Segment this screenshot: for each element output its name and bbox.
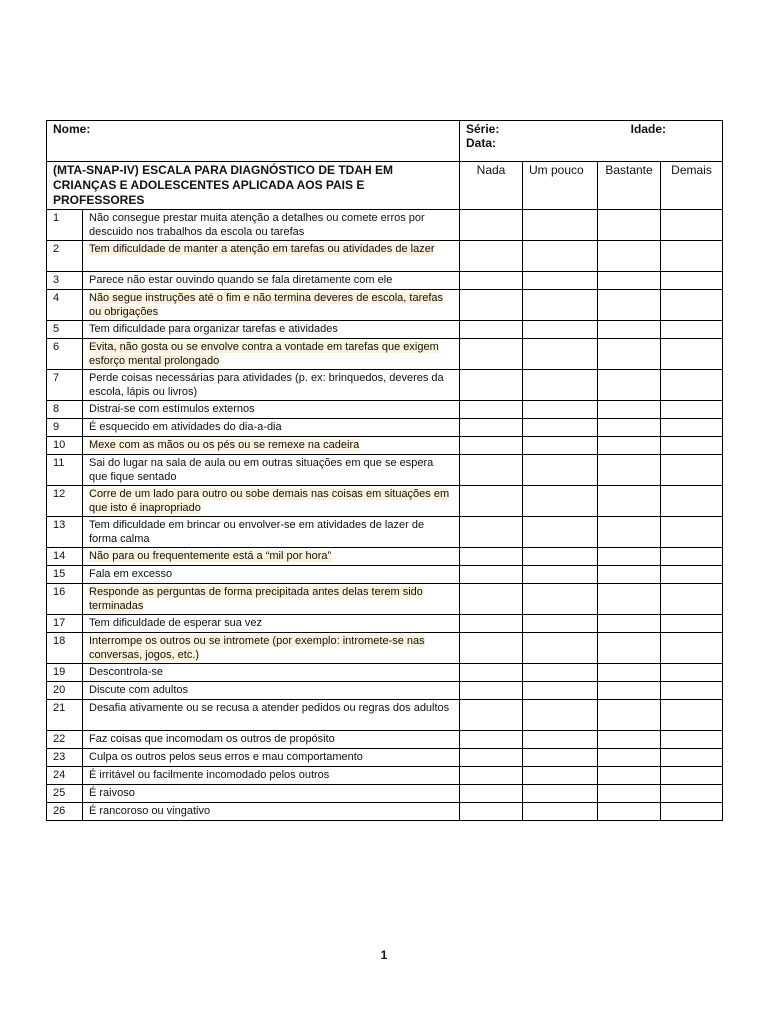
- item-text: Faz coisas que incomodam os outros de propósito: [89, 733, 335, 745]
- answer-cell-bastante[interactable]: [598, 210, 661, 241]
- table-row: [47, 272, 723, 290]
- item-text-cell: [83, 370, 460, 401]
- header-row-identification: [47, 121, 723, 162]
- answer-cell-demais[interactable]: [661, 486, 723, 517]
- answer-cell-um-pouco[interactable]: [523, 767, 598, 785]
- answer-cell-um-pouco[interactable]: [523, 664, 598, 682]
- item-number: 18: [47, 633, 83, 664]
- answer-cell-bastante[interactable]: [598, 321, 661, 339]
- answer-cell-nada[interactable]: [460, 290, 523, 321]
- answer-cell-bastante[interactable]: [598, 241, 661, 272]
- item-number: 12: [47, 486, 83, 517]
- answer-cell-nada[interactable]: [460, 210, 523, 241]
- item-text: É rancoroso ou vingativo: [89, 805, 211, 817]
- item-text: Tem dificuldade em brincar ou envolver-se em atividades de lazer de forma calma: [89, 519, 425, 545]
- answer-cell-demais[interactable]: [661, 517, 723, 548]
- answer-cell-um-pouco[interactable]: [523, 401, 598, 419]
- answer-cell-demais[interactable]: [661, 210, 723, 241]
- table-row: [47, 401, 723, 419]
- table-row: [47, 241, 723, 272]
- table-row: [47, 517, 723, 548]
- item-number: 4: [47, 290, 83, 321]
- answer-cell-nada[interactable]: [460, 419, 523, 437]
- answer-cell-bastante[interactable]: [598, 370, 661, 401]
- answer-cell-demais[interactable]: [661, 731, 723, 749]
- answer-cell-demais[interactable]: [661, 548, 723, 566]
- item-number: 17: [47, 615, 83, 633]
- answer-cell-um-pouco[interactable]: [523, 700, 598, 731]
- serie-label: Série:: [466, 122, 500, 136]
- item-number: 8: [47, 401, 83, 419]
- answer-cell-nada[interactable]: [460, 321, 523, 339]
- item-text-cell: [83, 682, 460, 700]
- table-row: [47, 419, 723, 437]
- answer-cell-bastante[interactable]: [598, 401, 661, 419]
- answer-cell-nada[interactable]: [460, 803, 523, 821]
- answer-cell-nada[interactable]: [460, 517, 523, 548]
- item-text: Tem dificuldade de esperar sua vez: [89, 617, 263, 629]
- answer-cell-bastante[interactable]: [598, 584, 661, 615]
- answer-cell-demais[interactable]: [661, 803, 723, 821]
- table-row: [47, 767, 723, 785]
- answer-cell-um-pouco[interactable]: [523, 272, 598, 290]
- item-number: 2: [47, 241, 83, 272]
- item-text: Desafia ativamente ou se recusa a atender pedidos ou regras dos adultos: [89, 702, 450, 714]
- item-number: 7: [47, 370, 83, 401]
- item-text-cell: [83, 272, 460, 290]
- item-text: Perde coisas necessárias para atividades (p. ex: brinquedos, deveres da escola, lápis ou livros): [89, 372, 444, 398]
- item-text: É irritável ou facilmente incomodado pelos outros: [89, 769, 330, 781]
- column-header-bastante: Bastante: [598, 162, 661, 210]
- table-row: [47, 615, 723, 633]
- data-label: Data:: [466, 136, 497, 150]
- item-text: É raivoso: [89, 787, 135, 799]
- item-text: Responde as perguntas de forma precipitada antes delas terem sido terminadas: [89, 586, 423, 612]
- answer-cell-nada[interactable]: [460, 272, 523, 290]
- item-text: Não segue instruções até o fim e não termina deveres de escola, tarefas ou obrigações: [89, 292, 444, 318]
- answer-cell-um-pouco[interactable]: [523, 210, 598, 241]
- column-header-demais: Demais: [661, 162, 723, 210]
- answer-cell-nada[interactable]: [460, 785, 523, 803]
- answer-cell-demais[interactable]: [661, 419, 723, 437]
- item-text-cell: [83, 749, 460, 767]
- answer-cell-bastante[interactable]: [598, 455, 661, 486]
- table-row: [47, 803, 723, 821]
- nome-field[interactable]: [47, 121, 460, 162]
- answer-cell-nada[interactable]: [460, 682, 523, 700]
- answer-cell-nada[interactable]: [460, 339, 523, 370]
- item-number: 6: [47, 339, 83, 370]
- item-number: 11: [47, 455, 83, 486]
- table-row: [47, 339, 723, 370]
- answer-cell-um-pouco[interactable]: [523, 517, 598, 548]
- answer-cell-bastante[interactable]: [598, 803, 661, 821]
- item-text-cell: [83, 785, 460, 803]
- answer-cell-demais[interactable]: [661, 633, 723, 664]
- item-text: Mexe com as mãos ou os pés ou se remexe na cadeira: [89, 439, 360, 451]
- answer-cell-bastante[interactable]: [598, 486, 661, 517]
- answer-cell-bastante[interactable]: [598, 700, 661, 731]
- answer-cell-demais[interactable]: [661, 370, 723, 401]
- nome-label: Nome:: [53, 122, 91, 136]
- answer-cell-um-pouco[interactable]: [523, 566, 598, 584]
- answer-cell-demais[interactable]: [661, 566, 723, 584]
- answer-cell-um-pouco[interactable]: [523, 455, 598, 486]
- item-text: Distrai-se com estímulos externos: [89, 403, 255, 415]
- serie-idade-data-field[interactable]: [460, 121, 723, 162]
- table-row: [47, 321, 723, 339]
- table-row: [47, 370, 723, 401]
- item-number: 21: [47, 700, 83, 731]
- item-text-cell: [83, 566, 460, 584]
- answer-cell-nada[interactable]: [460, 767, 523, 785]
- answer-cell-bastante[interactable]: [598, 664, 661, 682]
- table-row: [47, 455, 723, 486]
- answer-cell-um-pouco[interactable]: [523, 731, 598, 749]
- table-row: [47, 682, 723, 700]
- item-number: 24: [47, 767, 83, 785]
- table-row: [47, 731, 723, 749]
- answer-cell-demais[interactable]: [661, 767, 723, 785]
- answer-cell-demais[interactable]: [661, 455, 723, 486]
- answer-cell-bastante[interactable]: [598, 749, 661, 767]
- answer-cell-nada[interactable]: [460, 566, 523, 584]
- table-row: [47, 633, 723, 664]
- answer-cell-um-pouco[interactable]: [523, 339, 598, 370]
- answer-cell-bastante[interactable]: [598, 615, 661, 633]
- item-text-cell: [83, 731, 460, 749]
- answer-cell-demais[interactable]: [661, 682, 723, 700]
- answer-cell-um-pouco[interactable]: [523, 633, 598, 664]
- item-number: 10: [47, 437, 83, 455]
- answer-cell-demais[interactable]: [661, 700, 723, 731]
- item-text-cell: [83, 401, 460, 419]
- item-text-cell: [83, 700, 460, 731]
- table-row: [47, 664, 723, 682]
- answer-cell-nada[interactable]: [460, 241, 523, 272]
- item-text: Parece não estar ouvindo quando se fala diretamente com ele: [89, 274, 393, 286]
- item-text: Sai do lugar na sala de aula ou em outras situações em que se espera que fique sentado: [89, 457, 434, 483]
- answer-cell-nada[interactable]: [460, 633, 523, 664]
- item-text: Interrompe os outros ou se intromete (por exemplo: intromete-se nas conversas, jogos, etc.): [89, 635, 425, 661]
- answer-cell-um-pouco[interactable]: [523, 548, 598, 566]
- page-number: 1: [380, 948, 388, 962]
- answer-cell-nada[interactable]: [460, 731, 523, 749]
- answer-cell-um-pouco[interactable]: [523, 749, 598, 767]
- table-row: [47, 437, 723, 455]
- answer-cell-um-pouco[interactable]: [523, 682, 598, 700]
- answer-cell-bastante[interactable]: [598, 566, 661, 584]
- item-number: 22: [47, 731, 83, 749]
- item-number: 23: [47, 749, 83, 767]
- item-text-cell: [83, 321, 460, 339]
- item-text-cell: [83, 339, 460, 370]
- item-text-cell: [83, 437, 460, 455]
- item-text-cell: [83, 241, 460, 272]
- answer-cell-um-pouco[interactable]: [523, 803, 598, 821]
- answer-cell-bastante[interactable]: [598, 272, 661, 290]
- answer-cell-um-pouco[interactable]: [523, 370, 598, 401]
- scale-title: (MTA-SNAP-IV) ESCALA PARA DIAGNÓSTICO DE TDAH EM CRIANÇAS E ADOLESCENTES APLICADA AOS PAIS E PROFESSORES: [47, 162, 460, 210]
- item-text-cell: [83, 584, 460, 615]
- item-text-cell: [83, 517, 460, 548]
- answer-cell-bastante[interactable]: [598, 290, 661, 321]
- answer-cell-nada[interactable]: [460, 437, 523, 455]
- answer-cell-demais[interactable]: [661, 339, 723, 370]
- answer-cell-bastante[interactable]: [598, 785, 661, 803]
- item-number: 25: [47, 785, 83, 803]
- column-header-um-pouco: Um pouco: [523, 162, 598, 210]
- answer-cell-nada[interactable]: [460, 700, 523, 731]
- item-text: Culpa os outros pelos seus erros e mau comportamento: [89, 751, 363, 763]
- table-row: [47, 566, 723, 584]
- column-header-nada: Nada: [460, 162, 523, 210]
- item-text-cell: [83, 455, 460, 486]
- answer-cell-demais[interactable]: [661, 615, 723, 633]
- item-number: 26: [47, 803, 83, 821]
- item-number: 15: [47, 566, 83, 584]
- item-number: 5: [47, 321, 83, 339]
- answer-cell-demais[interactable]: [661, 584, 723, 615]
- item-number: 9: [47, 419, 83, 437]
- table-row: [47, 700, 723, 731]
- item-text-cell: [83, 664, 460, 682]
- item-number: 13: [47, 517, 83, 548]
- item-text-cell: [83, 210, 460, 241]
- item-text-cell: [83, 615, 460, 633]
- snap-iv-form-table: [46, 120, 723, 821]
- answer-cell-bastante[interactable]: [598, 517, 661, 548]
- answer-cell-bastante[interactable]: [598, 731, 661, 749]
- answer-cell-bastante[interactable]: [598, 437, 661, 455]
- header-row-title: [47, 162, 723, 210]
- table-row: [47, 486, 723, 517]
- answer-cell-um-pouco[interactable]: [523, 437, 598, 455]
- item-number: 16: [47, 584, 83, 615]
- table-row: [47, 210, 723, 241]
- answer-cell-bastante[interactable]: [598, 682, 661, 700]
- table-row: [47, 290, 723, 321]
- item-number: 1: [47, 210, 83, 241]
- item-text: Discute com adultos: [89, 684, 189, 696]
- answer-cell-um-pouco[interactable]: [523, 584, 598, 615]
- item-text-cell: [83, 803, 460, 821]
- answer-cell-um-pouco[interactable]: [523, 241, 598, 272]
- answer-cell-nada[interactable]: [460, 401, 523, 419]
- item-number: 3: [47, 272, 83, 290]
- answer-cell-nada[interactable]: [460, 548, 523, 566]
- item-text-cell: [83, 419, 460, 437]
- item-number: 14: [47, 548, 83, 566]
- answer-cell-bastante[interactable]: [598, 767, 661, 785]
- answer-cell-nada[interactable]: [460, 615, 523, 633]
- item-text: Tem dificuldade para organizar tarefas e atividades: [89, 323, 338, 335]
- item-text: Não para ou frequentemente está a “mil por hora”: [89, 550, 332, 562]
- answer-cell-nada[interactable]: [460, 455, 523, 486]
- answer-cell-um-pouco[interactable]: [523, 419, 598, 437]
- item-text-cell: [83, 486, 460, 517]
- answer-cell-um-pouco[interactable]: [523, 321, 598, 339]
- answer-cell-bastante[interactable]: [598, 633, 661, 664]
- item-text: Não consegue prestar muita atenção a detalhes ou comete erros por descuido nos trabalhos da escola ou tarefas: [89, 212, 425, 238]
- item-text: É esquecido em atividades do dia-a-dia: [89, 421, 282, 433]
- item-text: Corre de um lado para outro ou sobe demais nas coisas em situações em que isto é inapropriado: [89, 488, 450, 514]
- table-row: [47, 548, 723, 566]
- answer-cell-nada[interactable]: [460, 370, 523, 401]
- item-number: 19: [47, 664, 83, 682]
- answer-cell-bastante[interactable]: [598, 548, 661, 566]
- answer-cell-um-pouco[interactable]: [523, 785, 598, 803]
- answer-cell-demais[interactable]: [661, 241, 723, 272]
- item-text-cell: [83, 548, 460, 566]
- answer-cell-demais[interactable]: [661, 401, 723, 419]
- item-text-cell: [83, 633, 460, 664]
- answer-cell-bastante[interactable]: [598, 339, 661, 370]
- answer-cell-um-pouco[interactable]: [523, 290, 598, 321]
- answer-cell-demais[interactable]: [661, 785, 723, 803]
- answer-cell-demais[interactable]: [661, 437, 723, 455]
- table-row: [47, 749, 723, 767]
- item-text: Descontrola-se: [89, 666, 163, 678]
- answer-cell-um-pouco[interactable]: [523, 486, 598, 517]
- item-text: Tem dificuldade de manter a atenção em tarefas ou atividades de lazer: [89, 243, 435, 255]
- item-text: Evita, não gosta ou se envolve contra a vontade em tarefas que exigem esforço mental prolongado: [89, 341, 439, 367]
- item-number: 20: [47, 682, 83, 700]
- answer-cell-demais[interactable]: [661, 749, 723, 767]
- answer-cell-demais[interactable]: [661, 664, 723, 682]
- answer-cell-nada[interactable]: [460, 664, 523, 682]
- item-text-cell: [83, 767, 460, 785]
- item-text-cell: [83, 290, 460, 321]
- answer-cell-nada[interactable]: [460, 486, 523, 517]
- answer-cell-demais[interactable]: [661, 321, 723, 339]
- table-row: [47, 785, 723, 803]
- answer-cell-demais[interactable]: [661, 272, 723, 290]
- table-row: [47, 584, 723, 615]
- answer-cell-bastante[interactable]: [598, 419, 661, 437]
- idade-label: Idade:: [630, 122, 667, 136]
- item-text: Fala em excesso: [89, 568, 173, 580]
- answer-cell-um-pouco[interactable]: [523, 615, 598, 633]
- answer-cell-nada[interactable]: [460, 749, 523, 767]
- answer-cell-demais[interactable]: [661, 290, 723, 321]
- answer-cell-nada[interactable]: [460, 584, 523, 615]
